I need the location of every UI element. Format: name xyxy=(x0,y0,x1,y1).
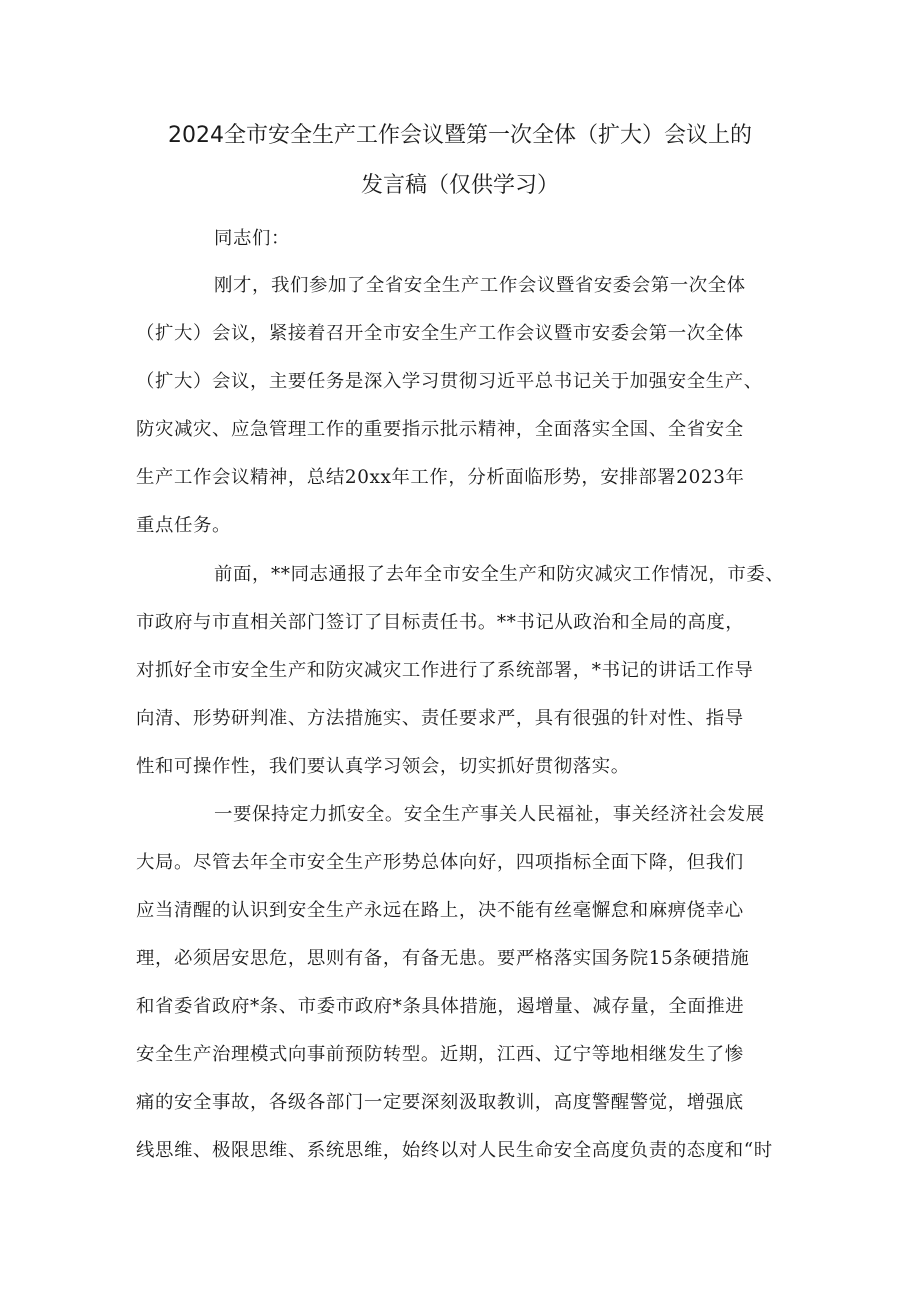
paragraph-1-line: 重点任务。 xyxy=(136,515,231,536)
paragraph-1-line: （扩大）会议，紧接着召开全市安全生产工作会议暨市安委会第一次全体 xyxy=(136,323,744,344)
paragraph-2-line: 向清、形势研判准、方法措施实、责任要求严，具有很强的针对性、指导 xyxy=(136,708,744,729)
paragraph-3-line: 线思维、极限思维、系统思维，始终以对人民生命安全高度负责的态度和“时 xyxy=(136,1140,773,1161)
paragraph-1-line: （扩大）会议，主要任务是深入学习贯彻习近平总书记关于加强安全生产、 xyxy=(136,371,763,392)
document-title-line-1: 2024全市安全生产工作会议暨第一次全体（扩大）会议上的 xyxy=(168,123,752,148)
salutation: 同志们： xyxy=(214,228,290,249)
paragraph-1-line: 生产工作会议精神，总结20xx年工作，分析面临形势，安排部署2023年 xyxy=(136,467,745,488)
paragraph-1-line: 防灾减灾、应急管理工作的重要指示批示精神，全面落实全国、全省安全 xyxy=(136,419,744,440)
paragraph-1-line: 刚才，我们参加了全省安全生产工作会议暨省安委会第一次全体 xyxy=(214,275,746,296)
document-title-line-2: 发言稿（仅供学习） xyxy=(360,173,559,198)
paragraph-2-line: 性和可操作性，我们要认真学习领会，切实抓好贯彻落实。 xyxy=(136,756,630,777)
paragraph-3-line: 和省委省政府*条、市委市政府*条具体措施，遏增量、减存量，全面推进 xyxy=(136,996,745,1017)
paragraph-3-line: 痛的安全事故，各级各部门一定要深刻汲取教训，高度警醒警觉，增强底 xyxy=(136,1092,744,1113)
paragraph-3-line: 应当清醒的认识到安全生产永远在路上，决不能有丝毫懈怠和麻痹侥幸心 xyxy=(136,900,744,921)
paragraph-2-line: 前面，**同志通报了去年全市安全生产和防灾减灾工作情况，市委、 xyxy=(214,564,785,585)
paragraph-3-line: 安全生产治理模式向事前预防转型。近期，江西、辽宁等地相继发生了惨 xyxy=(136,1044,744,1065)
paragraph-2-line: 市政府与市直相关部门签订了目标责任书。**书记从政治和全局的高度， xyxy=(136,612,745,633)
paragraph-3-line: 一要保持定力抓安全。安全生产事关人民福祉，事关经济社会发展 xyxy=(214,804,765,825)
paragraph-2-line: 对抓好全市安全生产和防灾减灾工作进行了系统部署，*书记的讲话工作导 xyxy=(136,660,754,681)
paragraph-3-line: 理，必须居安思危，思则有备，有备无患。要严格落实国务院15条硬措施 xyxy=(136,948,750,969)
paragraph-3-line: 大局。尽管去年全市安全生产形势总体向好，四项指标全面下降，但我们 xyxy=(136,852,744,873)
